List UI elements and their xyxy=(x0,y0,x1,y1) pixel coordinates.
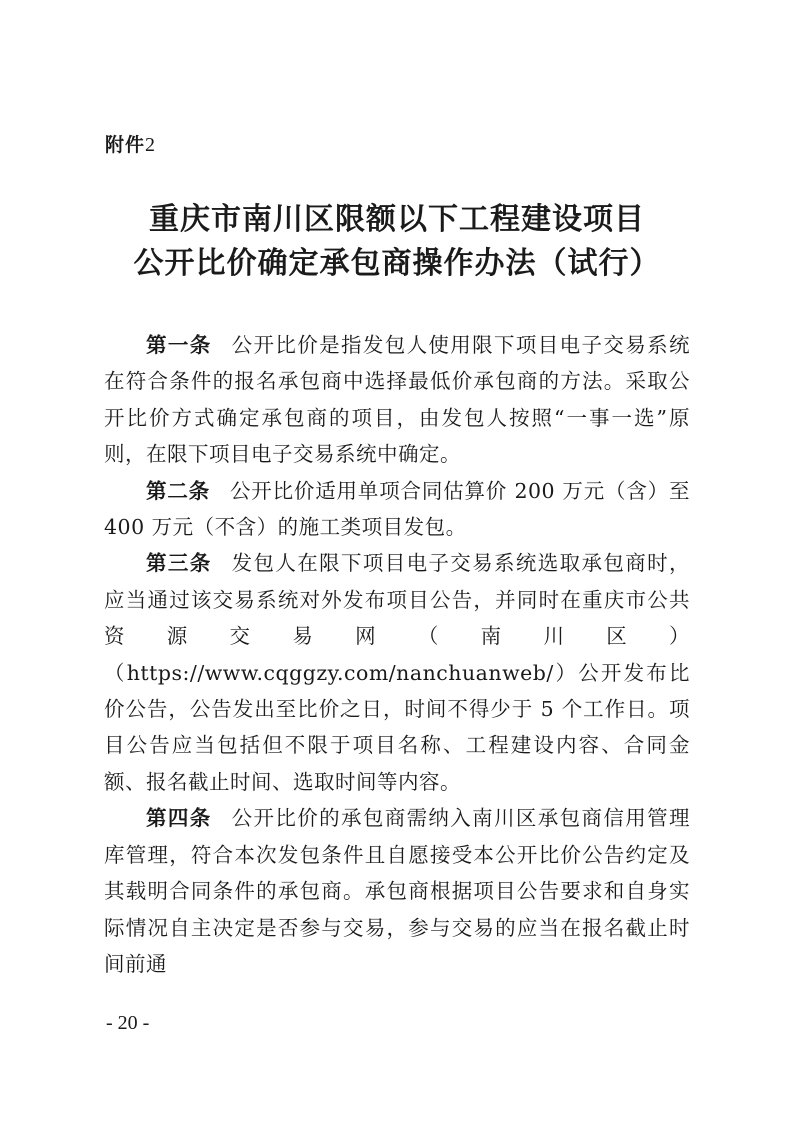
document-body xyxy=(104,327,690,982)
article-3 xyxy=(104,545,690,800)
article-2 xyxy=(104,473,690,546)
article-text: 公开比价是指发包人使用限下项目电子交易系统在符合条件的报名承包商中选择最低价承包商的方法。采取公开比价方式确定承包商的项目，由发包人按照“一事一选”原则，在限下项目电子交易系统中确定。 xyxy=(104,333,690,467)
document-title-line-1: 重庆市南川区限额以下工程建设项目 xyxy=(149,202,645,237)
article-text: 公开比价的承包商需纳入南川区承包商信用管理库管理，符合本次发包条件且自愿接受本公开比价公告约定及其载明合同条件的承包商。承包商根据项目公告要求和自身实际情况自主决定是否参与交易，参与交易的应当在报名截止时间前通 xyxy=(104,806,690,976)
article-4 xyxy=(104,800,690,982)
article-text: 公开比价适用单项合同估算价 200 万元（含）至 400 万元（不含）的施工类项目发包。 xyxy=(104,478,691,540)
page-number: - 20 - xyxy=(106,1012,150,1034)
article-label: 第四条 xyxy=(146,806,212,831)
attachment-number: 2 xyxy=(145,134,157,156)
attachment-prefix: 附件 xyxy=(105,134,146,156)
article-text: 发包人在限下项目电子交易系统选取承包商时，应当通过该交易系统对外发布项目公告，并同时在重庆市公共资源交易网（南川区）（https://www.cqggzy.com/nanchuanweb/）公开发布比价公告，公告发出至比价之日，时间不得少于 5 个工作日。项目公告应当包括但不限于项目名称、工程建设内容、合同金额、报名截止时间、选取时间等内容。 xyxy=(104,551,690,794)
article-label: 第三条 xyxy=(146,551,212,576)
attachment-label xyxy=(105,130,156,157)
article-label: 第二条 xyxy=(146,478,210,503)
article-label: 第一条 xyxy=(146,333,212,357)
article-1 xyxy=(104,327,690,473)
document-title-line-2: 公开比价确定承包商操作办法（试行） xyxy=(133,246,661,281)
